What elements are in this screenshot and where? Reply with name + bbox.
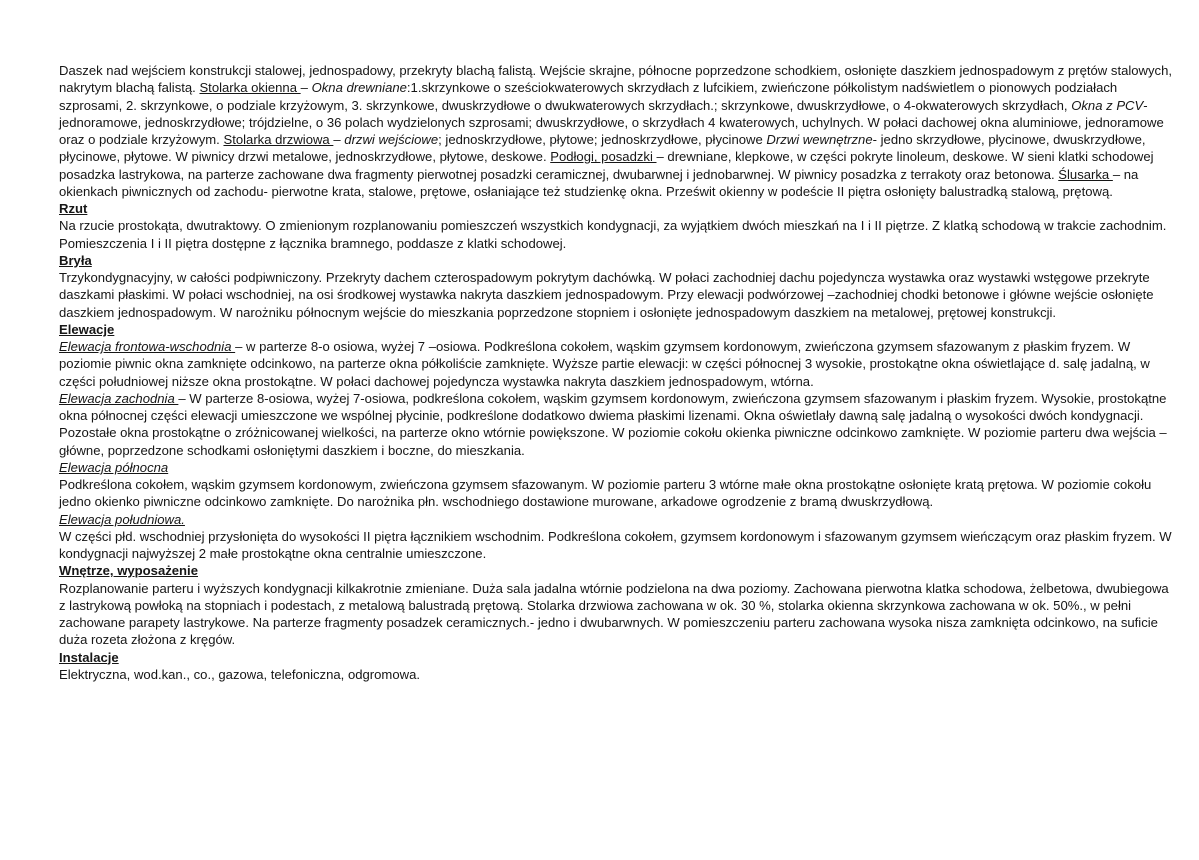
stolarka-okienna-label: Stolarka okienna (199, 80, 301, 96)
elewacja-polnocna-text: Podkreślona cokołem, wąskim gzymsem kordonowym, zwieńczona gzymsem sfazowanym. W poziomie parteru 3 wtórne małe okna prostokątne osłonięte kratą prętowa. W poziomie cokołu jedno okienko piwniczne odcinkowo zamknięte. Do narożnika płn. wschodniego dostawione murowane, arkadowe ogrodzenie z bramą dwuskrzydłową. (59, 477, 1152, 510)
elewacja-poludniowa-label: Elewacja południowa. (59, 511, 185, 527)
elewacja-frontowa-text: – w parterze 8-o osiowa, wyżej 7 –osiowa. Podkreślona cokołem, wąskim gzymsem kordonowym, zwieńczona gzymsem sfazowanym z płaskim fryzem. W poziomie piwnic okna zamknięte odcinkowo, na parterze okna półkoliście zamknięte. Wyższe partie elewacji: w części północnej 3 wysokie, prostokątne okna oświetlające d. salę jadalną, w części południowej niższe okna prostokątne. W połaci dachowej pojedyncza wystawka nakryta daszkiem jednospadowym, wtórna. (59, 339, 1150, 389)
elewacja-frontowa-paragraph (59, 338, 1177, 390)
heading-wnetrze: Wnętrze, wyposażenie (59, 563, 198, 579)
elewacja-poludniowa-text: W części płd. wschodniej przysłonięta do wysokości II piętra łącznikiem wschodnim. Podkreślona cokołem, gzymsem kordonowym i sfazowanym gzymsem wieńczącym oraz płaskim fryzem. W kondygnacji najwyższej 2 małe prostokątne okna centralnie umieszczone. (59, 528, 1172, 561)
slusarka-label: Ślusarka (1058, 166, 1113, 182)
okna-pcv-label: Okna z PCV (1071, 97, 1144, 113)
bryla-paragraph: Trzykondygnacyjny, w całości podpiwniczony. Przekryty dachem czterospadowym pokrytym dachówką. W połaci zachodniej dachu pojedyncza wystawka oraz wystawki wstęgowe przekryte daszkami płaskimi. W połaci wschodniej, na osi środkowej wystawka nakryta daszkiem jednospadowym. Przy elewacji podwórzowej –zachodniej chodki betonowe i główne wejście osłonięte daszkiem jednospadowym. W narożniku północnym wejście do mieszkania poprzedzone stopniem i osłonięte jednospadowym daszkiem na metalowej, prętowej konstrukcji. (59, 270, 1154, 320)
stolarka-drzwiowa-label: Stolarka drzwiowa (223, 132, 334, 147)
elewacja-poludniowa-paragraph (59, 511, 1177, 563)
heading-bryla: Bryła (59, 252, 92, 268)
dash: – (300, 80, 312, 96)
okna-drewniane-label: Okna drewniane (311, 80, 407, 96)
heading-rzut: Rzut (59, 201, 88, 216)
dash: – (333, 132, 345, 147)
heading-elewacje: Elewacje (59, 321, 115, 337)
rzut-paragraph: Na rzucie prostokąta, dwutraktowy. O zmienionym rozplanowaniu pomieszczeń wszystkich kondygnacji, za wyjątkiem dwóch mieszkań na I i II piętrze. Z klatką schodową w trakcie zachodnim. Pomieszczenia I i II piętra dostępne z łącznika bramnego, poddasze z klatki schodowej. (59, 218, 1167, 251)
drzwi-wejsciowe-label: drzwi wejściowe (344, 132, 439, 147)
elewacja-zachodnia-paragraph (59, 390, 1177, 459)
wnetrze-paragraph: Rozplanowanie parteru i wyższych kondygnacji kilkakrotnie zmieniane. Duża sala jadalna wtórnie podzielona na dwa poziomy. Zachowana pierwotna klatka schodowa, żelbetowa, dwubiegowa z lastrykową powłoką na stopniach i podestach, z metalową balustradą prętową. Stolarka drzwiowa zachowana w ok. 30 %, stolarka okienna skrzynkowa zachowana w ok. 50%., w pełni zachowane parapety lastrykowe. Na parterze fragmenty posadzek ceramicznych.- jedno i dwubarwnych. W pomieszczeniu parteru zachowana wysoka nisza zamknięta odcinkowo, na suficie duża rozeta złożona z kręgów. (59, 580, 1169, 648)
podlogi-text: – drewniane, klepkowe, w części pokryte linoleum, deskowe. W sieni klatki schodowej posadzka lastrykowa, na parterze zachowane dwa fragmenty pierwotnej posadzki ceramicznej, dwubarwnej i jednobarwnej. W piwnicy posadzka z terrakoty oraz betonowa. (59, 149, 1154, 182)
elewacja-polnocna-paragraph (59, 459, 1177, 511)
okna-drewniane-text: :1.skrzynkowe o sześciokwaterowych skrzydłach z lufcikiem, zwieńczone półkolistym nadświetlem o pionowych podziałach szprosami, 2. skrzynkowe, o podziale krzyżowym, 3. skrzynkowe, dwuskrzydłowe o dwukwaterowych skrzydłach.; skrzynkowe, dwuskrzydłowe, o 4-okwaterowych skrzydłach, (59, 80, 1118, 113)
elewacja-polnocna-label: Elewacja północna (59, 459, 169, 475)
elewacja-zachodnia-label: Elewacja zachodnia (59, 390, 179, 406)
slusarka-text: – na okienkach piwnicznych od zachodu- pierwotne krata, stalowe, prętowe, osłaniające też studzienkę okna. Prześwit okienny w podeście II piętra osłonięty balustradką stalową, prętową. (59, 166, 1139, 199)
intro-text: Daszek nad wejściem konstrukcji stalowej, jednospadowy, przekryty blachą falistą. Wejście skrajne, północne poprzedzone schodkiem, osłonięte daszkiem jednospadowym z prętów stalowych, nakrytym blachą falistą. (59, 63, 1173, 96)
drzwi-wejsciowe-text: ; jednoskrzydłowe, płytowe; jednoskrzydłowe, płycinowe (438, 132, 767, 147)
instalacje-paragraph: Elektryczna, wod.kan., co., gazowa, telefoniczna, odgromowa. (59, 666, 420, 682)
document-page (59, 62, 1177, 683)
podlogi-label: Podłogi, posadzki (550, 149, 657, 165)
drzwi-wewnetrzne-label: Drzwi wewnętrzne (766, 132, 873, 147)
elewacja-zachodnia-text: – W parterze 8-osiowa, wyżej 7-osiowa, podkreślona cokołem, wąskim gzymsem kordonowym, zwieńczona gzymsem sfazowanym i płaskim fryzem. Wysokie, prostokątne okna północnej części elewacji umieszczone we wspólnej płycinie, podkreślone dodatkowo dwiema płaskimi lizenami. Okna oświetlały dawną salę jadalną o wysokości dwóch kondygnacji. Pozostałe okna prostokątne o zróżnicowanej wielkości, na parterze okno wtórnie powiększone. W poziomie cokołu okienka piwniczne odcinkowo zamknięte. W poziomie parteru dwa wejścia – główne, poprzedzone schodkami osłoniętymi daszkiem i boczne, do mieszkania. (59, 390, 1167, 458)
heading-instalacje: Instalacje (59, 649, 119, 665)
drzwi-wewnetrzne-text: - jedno skrzydłowe, płycinowe, dwuskrzydłowe, płycinowe, płytowe. W piwnicy drzwi metalowe, jednoskrzydłowe, płytowe, deskowe. (59, 132, 1146, 165)
okna-pcv-text: - jednoramowe, jednoskrzydłowe; trójdzielne, o 36 polach wydzielonych szprosami; dwuskrzydłowe, o skrzydłach 4 kwaterowych, uchylnych. W połaci dachowej okna aluminiowe, jednoramowe oraz o podziale krzyżowym. (59, 97, 1164, 147)
elewacja-frontowa-label: Elewacja frontowa-wschodnia (59, 339, 236, 354)
intro-paragraph (59, 62, 1177, 200)
